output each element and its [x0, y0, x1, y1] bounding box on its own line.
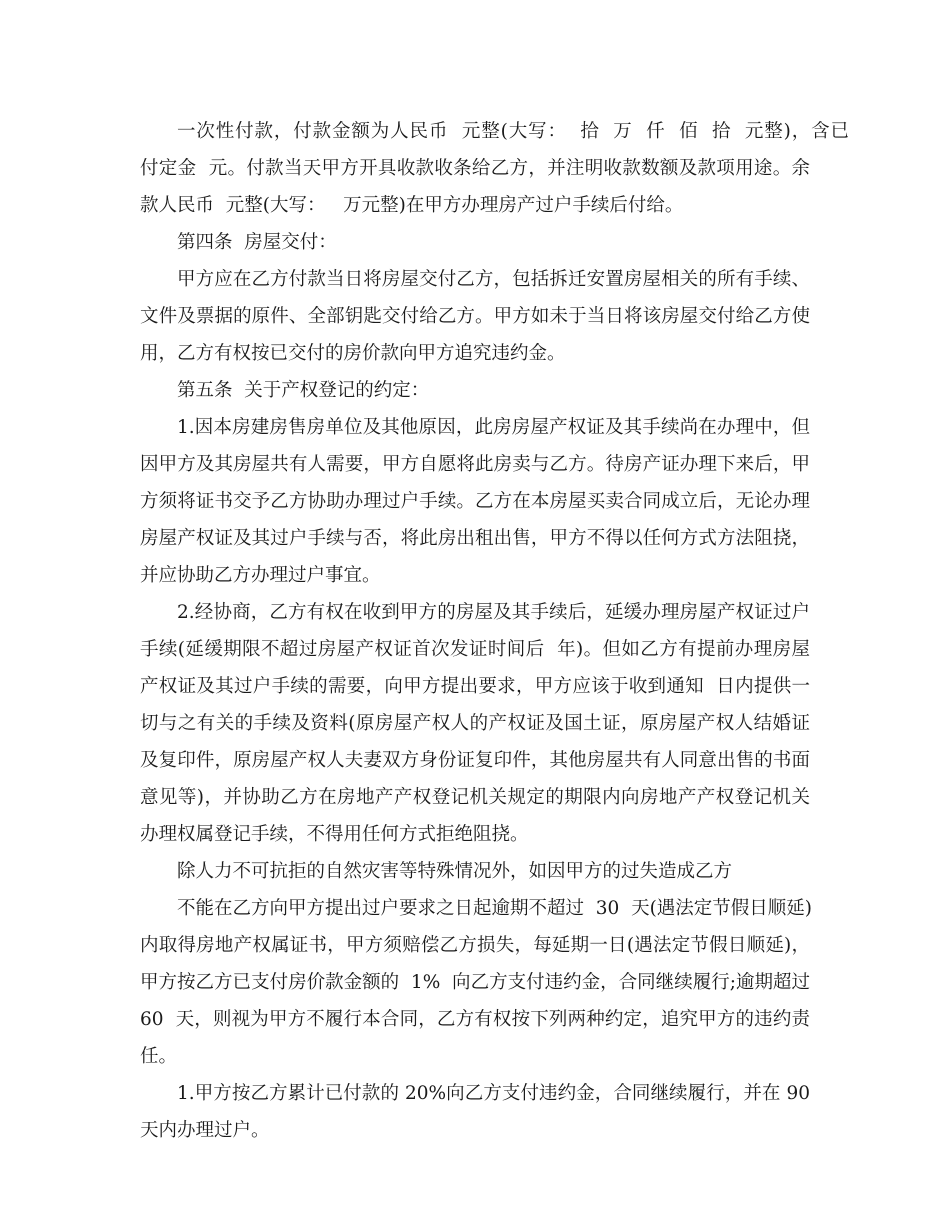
text-line: 产权证及其过户手续的需要，向甲方提出要求，甲方应该于收到通知 日内提供一 — [140, 676, 810, 697]
text-line: 内取得房地产权属证书，甲方须赔偿乙方损失，每延期一日(遇法定节假日顺延)， — [140, 935, 810, 956]
text-line: 办理权属登记手续，不得用任何方式拒绝阻挠。 — [140, 824, 529, 845]
text-line: 房屋产权证及其过户手续与否，将此房出租出售，甲方不得以任何方式方法阻挠， — [140, 528, 810, 549]
section-heading: 第四条 房屋交付： — [177, 232, 337, 253]
text-line: 意见等)，并协助乙方在房地产产权登记机关规定的期限内向房地产产权登记机关 — [140, 787, 810, 808]
section-heading: 第五条 关于产权登记的约定： — [177, 380, 430, 401]
text-line: 甲方应在乙方付款当日将房屋交付乙方，包括拆迁安置房屋相关的所有手续、 — [177, 269, 810, 290]
text-line: 文件及票据的原件、全部钥匙交付给乙方。甲方如未于当日将该房屋交付给乙方使 — [140, 306, 810, 327]
text-line: 60 天，则视为甲方不履行本合同，乙方有权按下列两种约定，追究甲方的违约责 — [140, 1009, 810, 1030]
text-line: 不能在乙方向甲方提出过户要求之日起逾期不超过 30 天(遇法定节假日顺延) — [177, 898, 813, 919]
text-line: 并应协助乙方办理过户事宜。 — [140, 565, 381, 586]
text-line: 切与之有关的手续及资料(原房屋产权人的产权证及国土证，原房屋产权人结婚证 — [140, 713, 810, 734]
text-line: 方须将证书交予乙方协助办理过户手续。乙方在本房屋买卖合同成立后，无论办理 — [140, 491, 810, 512]
text-line: 用，乙方有权按已交付的房价款向甲方追究违约金。 — [140, 343, 566, 364]
text-line: 2.经协商，乙方有权在收到甲方的房屋及其手续后，延缓办理房屋产权证过户 — [177, 602, 810, 623]
text-line: 甲方按乙方已支付房价款金额的 1% 向乙方支付违约金，合同继续履行;逾期超过 — [140, 972, 810, 993]
text-line: 付定金 元。付款当天甲方开具收款收条给乙方，并注明收款数额及款项用途。余 — [140, 158, 810, 179]
text-line: 除人力不可抗拒的自然灾害等特殊情况外，如因甲方的过失造成乙方 — [177, 861, 733, 882]
text-line: 手续(延缓期限不超过房屋产权证首次发证时间后 年)。但如乙方有提前办理房屋 — [140, 639, 810, 660]
text-line: 一次性付款，付款金额为人民币 元整(大写： 拾 万 仟 佰 拾 元整)，含已 — [177, 121, 849, 142]
text-line: 及复印件，原房屋产权人夫妻双方身份证复印件，其他房屋共有人同意出售的书面 — [140, 750, 810, 771]
text-line: 1.因本房建房售房单位及其他原因，此房房屋产权证及其手续尚在办理中，但 — [177, 417, 810, 438]
text-line: 因甲方及其房屋共有人需要，甲方自愿将此房卖与乙方。待房产证办理下来后，甲 — [140, 454, 810, 475]
text-line: 任。 — [140, 1046, 178, 1067]
text-line: 1.甲方按乙方累计已付款的 20%向乙方支付违约金，合同继续履行，并在 90 — [177, 1083, 810, 1104]
text-line: 天内办理过户。 — [140, 1120, 270, 1141]
text-line: 款人民币 元整(大写： 万元整)在甲方办理房产过户手续后付给。 — [140, 195, 684, 216]
